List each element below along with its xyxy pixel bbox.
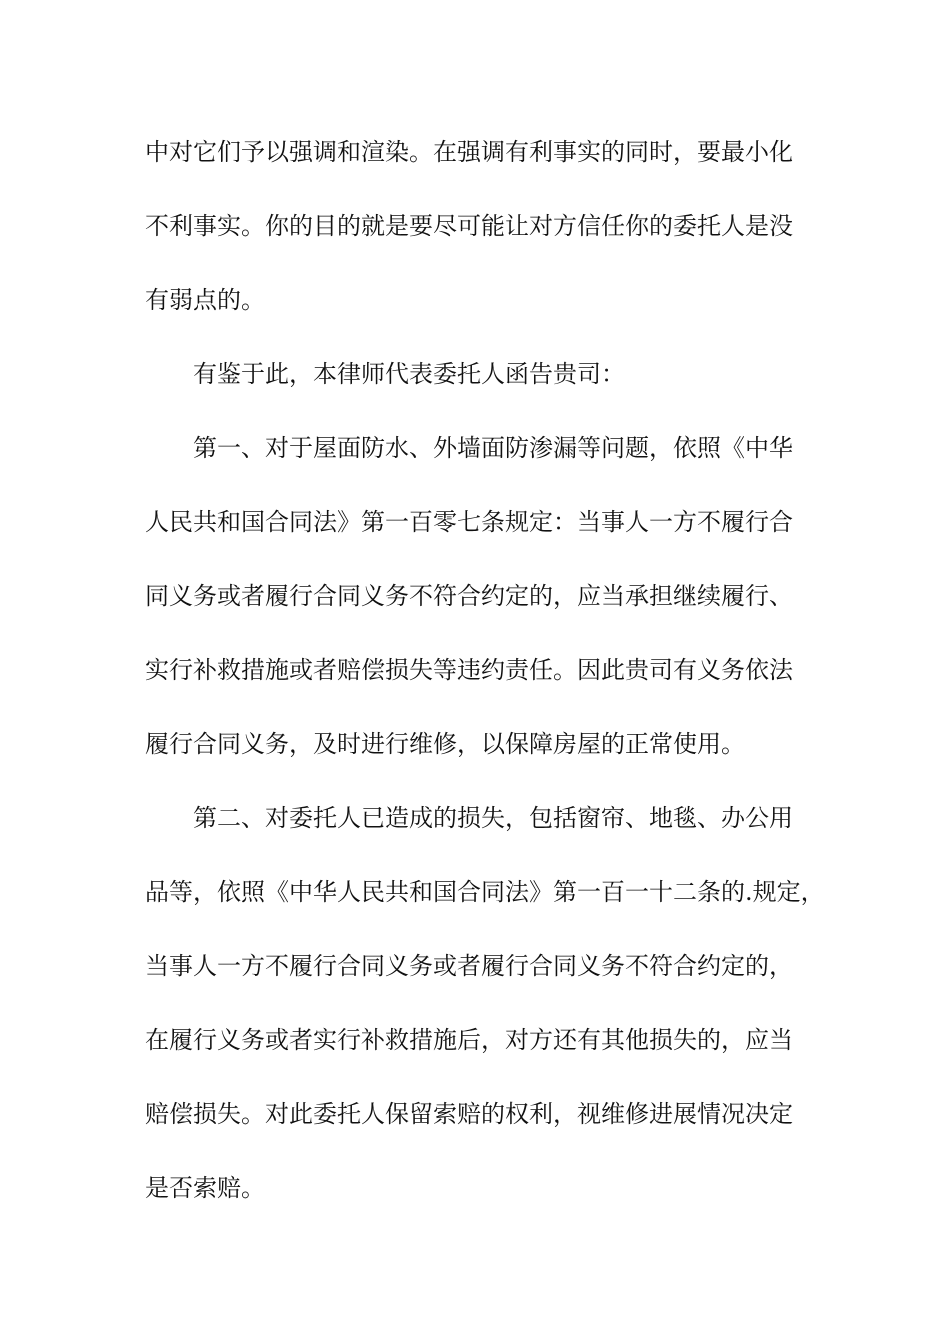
paragraph-line: 同义务或者履行合同义务不符合约定的，应当承担继续履行、 [145,582,793,610]
paragraph-line: 在履行义务或者实行补救措施后，对方还有其他损失的，应当 [145,1026,793,1054]
paragraph-line: 履行合同义务，及时进行维修，以保障房屋的正常使用。 [145,730,745,758]
paragraph-line: 是否索赔。 [145,1174,265,1202]
paragraph-line: 不利事实。你的目的就是要尽可能让对方信任你的委托人是没 [145,212,793,240]
paragraph-line: 人民共和国合同法》第一百零七条规定：当事人一方不履行合 [145,508,793,536]
paragraph-line: 品等，依照《中华人民共和国合同法》第一百一十二条的.规定， [145,878,825,906]
paragraph-first-line: 第二、对委托人已造成的损失，包括窗帘、地毯、办公用 [193,804,793,832]
paragraph-first-line: 有鉴于此，本律师代表委托人函告贵司： [193,360,625,388]
paragraph-line: 赔偿损失。对此委托人保留索赔的权利，视维修进展情况决定 [145,1100,793,1128]
paragraph-first-line: 第一、对于屋面防水、外墙面防渗漏等问题，依照《中华 [193,434,793,462]
paragraph-line: 中对它们予以强调和渲染。在强调有利事实的同时，要最小化 [145,138,793,166]
paragraph-line: 有弱点的。 [145,286,265,314]
paragraph-line: 实行补救措施或者赔偿损失等违约责任。因此贵司有义务依法 [145,656,793,684]
paragraph-line: 当事人一方不履行合同义务或者履行合同义务不符合约定的， [145,952,793,980]
